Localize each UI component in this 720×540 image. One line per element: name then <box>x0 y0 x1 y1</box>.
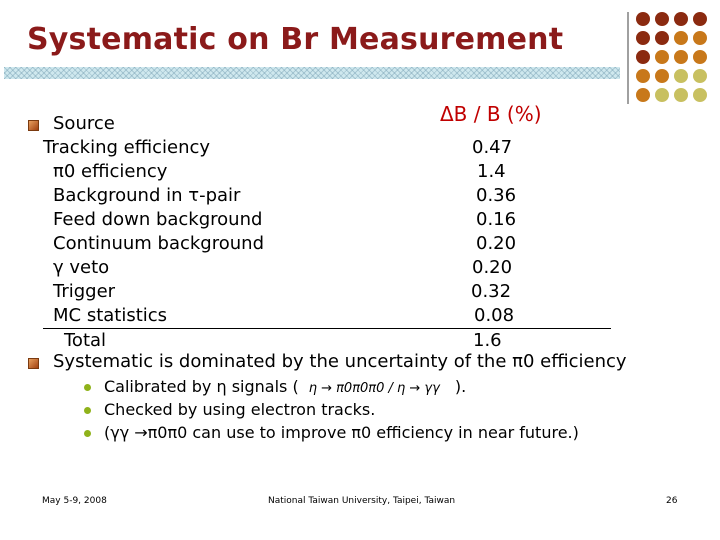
slide-title: Systematic on Br Measurement <box>27 22 564 57</box>
sub-bullet-3: (γγ →π0π0 can use to improve π0 efficiency in near future.) <box>104 423 579 442</box>
dot-grid-icon <box>636 12 710 108</box>
sub-bullet-1-text: Calibrated by η signals ( <box>104 377 299 396</box>
round-bullet-icon <box>84 430 91 437</box>
row-value: 0.20 <box>476 233 517 254</box>
decor-dot <box>655 69 669 83</box>
decor-dot <box>674 31 688 45</box>
row-value: 0.20 <box>472 257 513 278</box>
row-label: Feed down background <box>53 209 263 230</box>
row-label: Background in τ-pair <box>53 185 241 206</box>
decor-dot <box>655 31 669 45</box>
decor-dot <box>693 31 707 45</box>
column-header-formula: ΔB / B (%) <box>440 102 542 126</box>
decor-dot <box>674 12 688 26</box>
total-rule <box>43 328 611 329</box>
total-label: Total <box>64 330 107 351</box>
row-value: 1.4 <box>477 161 506 182</box>
summary-text: Systematic is dominated by the uncertainty of the π0 efficiency <box>53 351 627 372</box>
row-label: MC statistics <box>53 305 168 326</box>
decor-dot <box>655 12 669 26</box>
row-value: 0.08 <box>474 305 515 326</box>
decor-dot <box>693 12 707 26</box>
decor-dot <box>636 31 650 45</box>
sub-bullet-1-tail: ). <box>449 377 467 396</box>
decor-dot <box>674 50 688 64</box>
decor-dot <box>693 50 707 64</box>
row-label: γ veto <box>53 257 110 278</box>
decoration-divider <box>627 12 629 104</box>
row-label: π0 efficiency <box>53 161 168 182</box>
decor-dot <box>693 88 707 102</box>
decor-dot <box>674 88 688 102</box>
row-value: 0.36 <box>476 185 517 206</box>
decor-dot <box>636 50 650 64</box>
footer-page-number: 26 <box>666 496 678 506</box>
footer-institution: National Taiwan University, Taipei, Taiwan <box>268 496 456 506</box>
decor-dot <box>655 88 669 102</box>
square-bullet-icon <box>28 358 39 369</box>
decor-dot <box>655 50 669 64</box>
sub-bullet-2: Checked by using electron tracks. <box>104 400 376 419</box>
row-value: 0.16 <box>476 209 517 230</box>
row-label: Trigger <box>53 281 116 302</box>
row-label: Continuum background <box>53 233 264 254</box>
row-value: 0.47 <box>472 137 513 158</box>
row-value: 0.32 <box>471 281 512 302</box>
decor-dot <box>636 88 650 102</box>
round-bullet-icon <box>84 407 91 414</box>
decor-dot <box>693 69 707 83</box>
square-bullet-icon <box>28 120 39 131</box>
source-label: Source <box>53 113 115 134</box>
decor-dot <box>674 69 688 83</box>
footer-date: May 5-9, 2008 <box>42 496 107 506</box>
decor-dot <box>636 12 650 26</box>
decor-dot <box>636 69 650 83</box>
sub-bullet-1 <box>104 377 466 396</box>
total-value: 1.6 <box>473 330 502 351</box>
title-underline-bar <box>4 67 620 79</box>
round-bullet-icon <box>84 384 91 391</box>
row-label: Tracking efficiency <box>43 137 211 158</box>
sub-bullet-1-formula: η → π0π0π0 / η → γγ <box>308 381 440 396</box>
